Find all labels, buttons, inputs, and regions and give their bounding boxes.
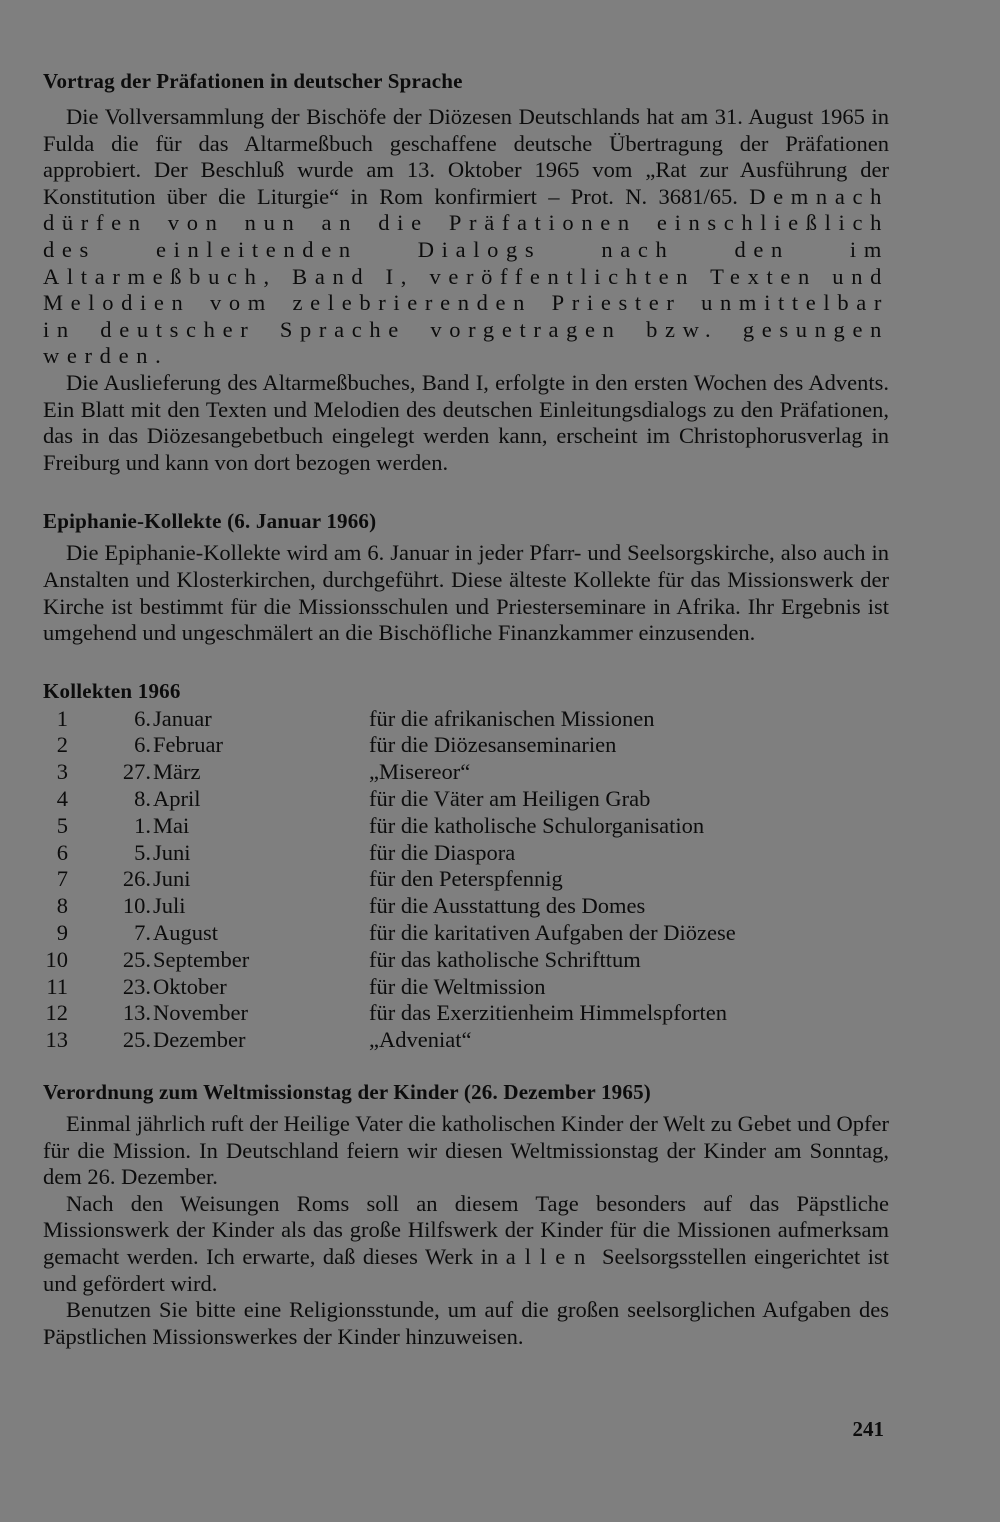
- row-month: April: [153, 786, 201, 812]
- row-day: 7.: [134, 920, 151, 946]
- table-row: [43, 813, 889, 840]
- spaced-emphasis-text: Demnach dürfen von nun an die Präfationen einschließlich des einleitenden Dialogs nach den im Altarmeßbuch, Band I, veröffentlichten Texten und Melodien vom zelebrierenden Priester unmittelbar in deutscher Sprache vorgetragen bzw. gesungen werden.: [43, 183, 890, 369]
- row-month: Januar: [153, 705, 212, 731]
- row-day: 25.: [122, 1027, 151, 1053]
- section-weltmissionstag: [43, 1079, 889, 1350]
- row-day: 26.: [122, 866, 151, 892]
- row-day: 8.: [134, 786, 151, 812]
- paragraph-text: Die Vollversammlung der Bischöfe der Diözesen Deutschlands hat am 31. August 1965 in Fulda die für das Altarmeßbuch geschaffene deutsche Übertragung der Präfationen approbiert. Der Beschluß wurde am 13. Oktober 1965 vom „Rat zur Ausführung der Konstitution über die Liturgie“ in Rom konfirmiert – Prot. N. 3681/65.: [43, 104, 889, 209]
- table-row: [43, 732, 889, 759]
- row-number: 5: [56, 812, 68, 838]
- table-row: [43, 1027, 889, 1054]
- paragraph: Die Auslieferung des Altarmeßbuches, Band I, erfolgte in den ersten Wochen des Advents. Ein Blatt mit den Texten und Melodien des deutschen Einleitungsdialogs zu den Präfationen, das in das Diözesangebetbuch eingelegt werden kann, erscheint im Christophorusverlag in Freiburg und kann von dort bezogen werden.: [43, 369, 889, 475]
- table-row: [43, 866, 889, 893]
- table-row: [43, 974, 889, 1001]
- row-day: 5.: [134, 839, 151, 865]
- row-purpose: für die Weltmission: [369, 973, 546, 999]
- collection-table: [43, 706, 889, 1054]
- row-number: 7: [56, 866, 68, 892]
- table-row: [43, 947, 889, 974]
- row-number: 10: [45, 946, 68, 972]
- section-praefationen: [43, 68, 889, 476]
- section-epiphanie: [43, 508, 889, 646]
- table-row: [43, 786, 889, 813]
- section-heading: Epiphanie-Kollekte (6. Januar 1966): [43, 509, 377, 534]
- row-purpose: für die katholische Schulorganisation: [369, 812, 705, 838]
- row-number: 11: [46, 973, 68, 999]
- row-purpose: „Adveniat“: [369, 1027, 472, 1053]
- row-day: 6.: [134, 705, 151, 731]
- row-day: 6.: [134, 732, 151, 758]
- paragraph: Die Epiphanie-Kollekte wird am 6. Januar in jeder Pfarr- und Seelsorgskirche, also auch in Anstalten und Klosterkirchen, durchgeführt. Diese älteste Kollekte für das Missionswerk der Kirche ist bestimmt für die Missionsschulen und Priesterseminare in Afrika. Ihr Ergebnis ist umgehend und ungeschmälert an die Bischöfliche Finanzkammer einzusenden.: [43, 540, 889, 646]
- row-purpose: für den Peterspfennig: [369, 866, 563, 892]
- row-month: November: [153, 1000, 248, 1026]
- spaced-emphasis-text: allen: [505, 1244, 595, 1270]
- row-purpose: für die Diözesanseminarien: [369, 732, 617, 758]
- row-month: Dezember: [153, 1027, 246, 1053]
- row-purpose: für das katholische Schrifttum: [369, 946, 641, 972]
- table-row: [43, 1000, 889, 1027]
- page-number: 241: [852, 1417, 884, 1441]
- paragraph: Einmal jährlich ruft der Heilige Vater die katholischen Kinder der Welt zu Gebet und Opfer für die Mission. In Deutschland feiern wir diesen Weltmissionstag der Kinder am Sonntag, dem 26. Dezember.: [43, 1111, 889, 1190]
- section-heading: Verordnung zum Weltmissionstag der Kinder (26. Dezember 1965): [43, 1080, 651, 1105]
- section-heading: Vortrag der Präfationen in deutscher Sprache: [43, 69, 463, 93]
- row-number: 2: [56, 732, 68, 758]
- table-row: [43, 706, 889, 733]
- row-number: 4: [56, 786, 68, 812]
- row-month: Mai: [153, 812, 190, 838]
- row-month: März: [153, 759, 201, 785]
- row-number: 1: [56, 705, 68, 731]
- paragraph: [43, 104, 889, 370]
- row-month: Februar: [153, 732, 223, 758]
- row-purpose: „Misereor“: [369, 759, 471, 785]
- row-month: Juni: [153, 866, 191, 892]
- row-number: 6: [56, 839, 68, 865]
- page-content: [43, 68, 889, 1350]
- row-month: Juni: [153, 839, 191, 865]
- row-purpose: für die Väter am Heiligen Grab: [369, 786, 651, 812]
- row-month: August: [153, 920, 219, 946]
- row-month: Juli: [153, 893, 186, 919]
- paragraph-text: Nach den Weisungen Roms soll an diesem Tage besonders auf das Päpstliche Missionswerk der Kinder als das große Hilfswerk der Kinder für die Missionen aufmerksam gemacht werden. Ich erwarte, daß dieses Werk in: [43, 1190, 889, 1270]
- row-number: 9: [56, 920, 68, 946]
- table-row: [43, 893, 889, 920]
- row-day: 27.: [122, 759, 151, 785]
- row-month: September: [153, 946, 250, 972]
- row-number: 3: [56, 759, 68, 785]
- row-number: 13: [45, 1027, 68, 1053]
- row-day: 13.: [122, 1000, 151, 1026]
- row-number: 12: [45, 1000, 68, 1026]
- row-number: 8: [56, 893, 68, 919]
- table-row: [43, 759, 889, 786]
- paragraph: Benutzen Sie bitte eine Religionsstunde, um auf die großen seelsorglichen Aufgaben des Päpstlichen Missionswerkes der Kinder hinzuweisen.: [43, 1297, 889, 1349]
- table-row: [43, 920, 889, 947]
- row-purpose: für die Diaspora: [369, 839, 516, 865]
- row-purpose: für die karitativen Aufgaben der Diözese: [369, 920, 736, 946]
- table-row: [43, 840, 889, 867]
- paragraph-text: Seelsorgsstellen eingerichtet ist und gefördert wird.: [43, 1244, 890, 1296]
- row-month: Oktober: [153, 973, 227, 999]
- row-day: 1.: [134, 812, 151, 838]
- row-purpose: für das Exerzitienheim Himmelspforten: [369, 1000, 728, 1026]
- row-day: 10.: [122, 893, 151, 919]
- section-kollekten: [43, 678, 889, 1054]
- row-purpose: für die afrikanischen Missionen: [369, 705, 655, 731]
- row-purpose: für die Ausstattung des Domes: [369, 893, 646, 919]
- row-day: 25.: [122, 946, 151, 972]
- paragraph: [43, 1191, 889, 1297]
- row-day: 23.: [122, 973, 151, 999]
- section-heading: Kollekten 1966: [43, 678, 181, 703]
